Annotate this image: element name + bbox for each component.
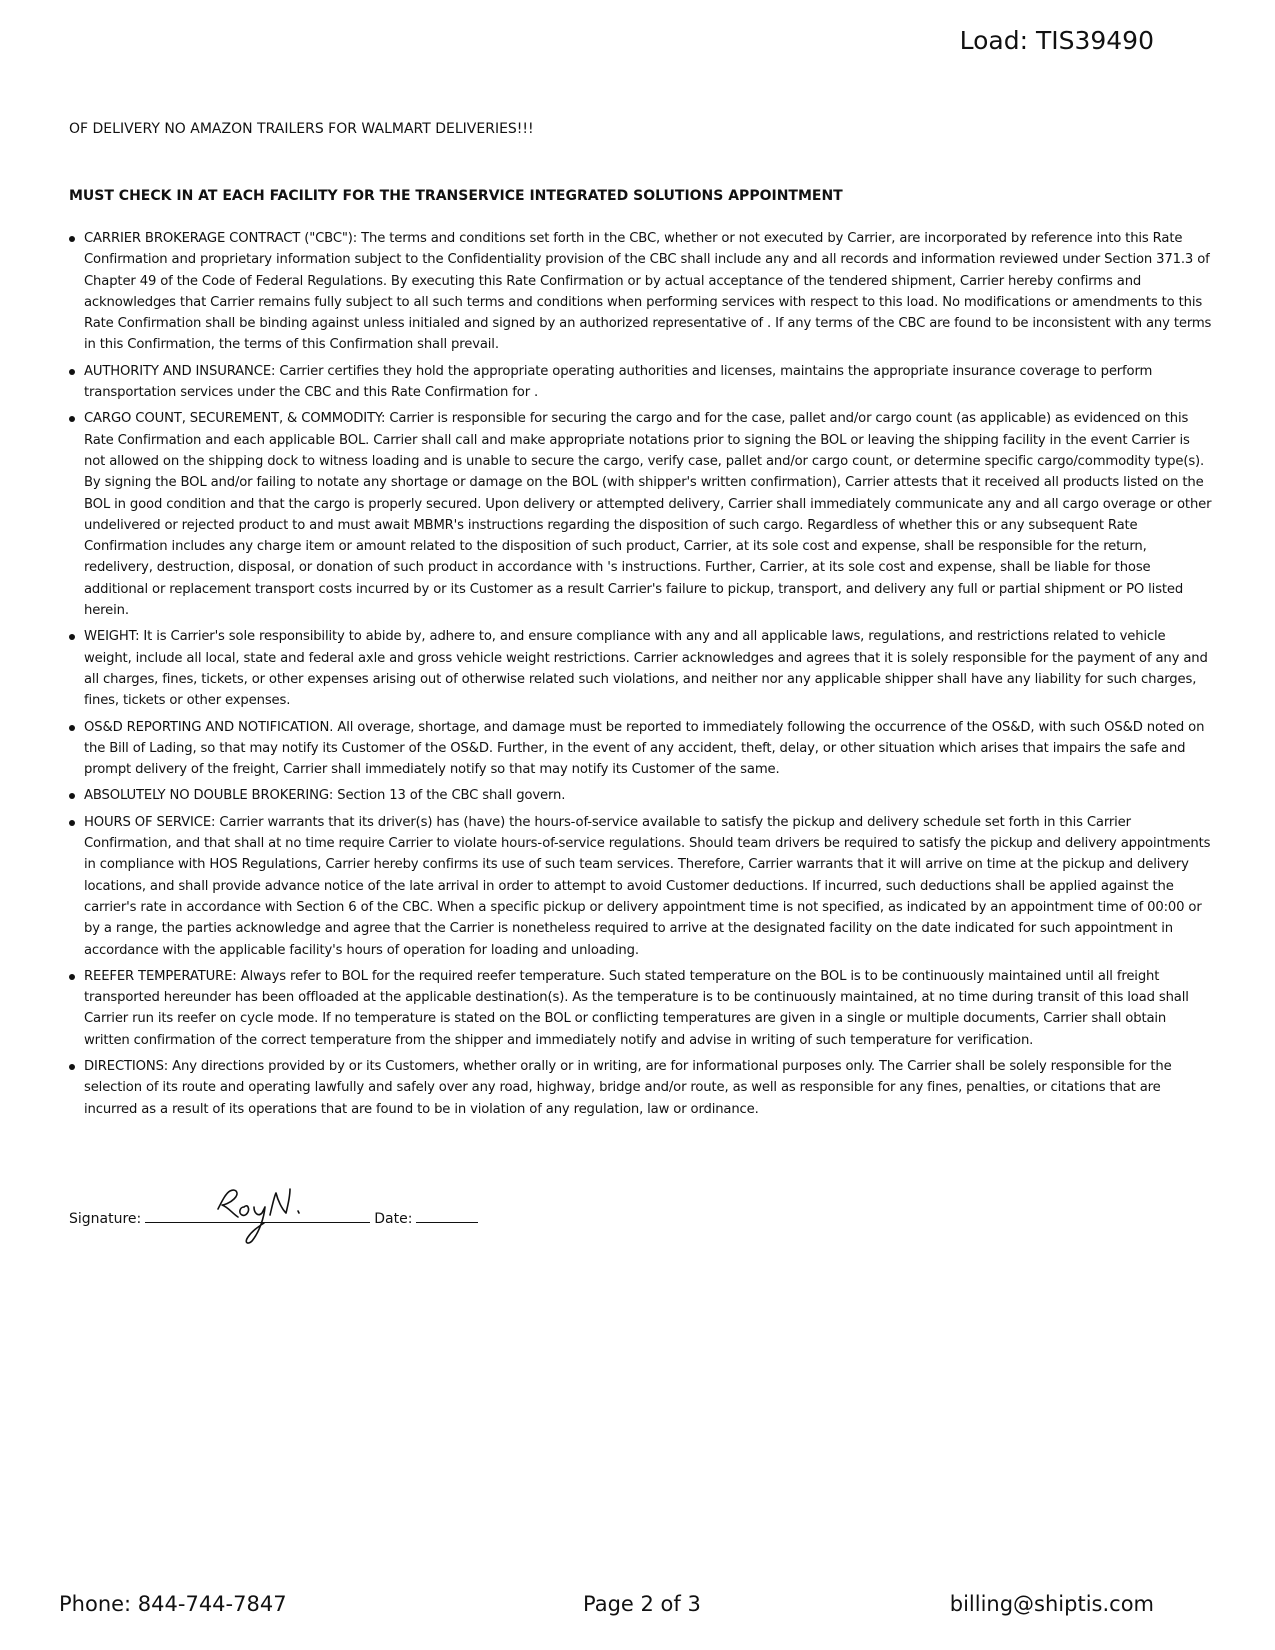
footer-phone: Phone: 844-744-7847 [59,1592,287,1616]
handwritten-signature [210,1183,310,1255]
checkin-instruction: MUST CHECK IN AT EACH FACILITY FOR THE TRANSERVICE INTEGRATED SOLUTIONS APPOINTMENT [69,188,843,204]
signature-label: Signature: [69,1211,142,1227]
term-carrier-brokerage-contract: CARRIER BROKERAGE CONTRACT ("CBC"): The terms and conditions set forth in the CBC, whether or not executed by Carrier, are incorporated by reference into this Rate Confirmation and proprietary information subject to the Confidentiality provision of the CBC shall include any and all records and information reviewed under Section 371.3 of Chapter 49 of the Code of Federal Regulations. By executing this Rate Confirmation or by actual acceptance of the tendered shipment, Carrier hereby confirms and acknowledges that Carrier remains fully subject to all such terms and conditions when performing services with respect to this load. No modifications or amendments to this Rate Confirmation shall be binding against unless initialed and signed by an authorized representative of . If any terms of the CBC are found to be inconsistent with any terms in this Confirmation, the terms of this Confirmation shall prevail. [84,228,1214,356]
terms-list [84,228,1214,1125]
footer-email: billing@shiptis.com [949,1592,1154,1616]
term-double-brokering: ABSOLUTELY NO DOUBLE BROKERING: Section 13 of the CBC shall govern. [84,785,1214,806]
term-cargo-count: CARGO COUNT, SECUREMENT, & COMMODITY: Carrier is responsible for securing the cargo and for the case, pallet and/or cargo count (as applicable) as evidenced on this Rate Confirmation and each applicable BOL. Carrier shall call and make appropriate notations prior to signing the BOL or leaving the shipping facility in the event Carrier is not allowed on the shipping dock to witness loading and is unable to secure the cargo, verify case, pallet and/or cargo count, or determine specific cargo/commodity type(s). By signing the BOL and/or failing to notate any shortage or damage on the BOL (with shipper's written confirmation), Carrier attests that it received all products listed on the BOL in good condition and that the cargo is properly secured. Upon delivery or attempted delivery, Carrier shall immediately communicate any and all cargo overage or other undelivered or rejected product to and must await MBMR's instructions regarding the disposition of such cargo. Regardless of whether this or any subsequent Rate Confirmation includes any charge item or amount related to the disposition of such product, Carrier, at its sole cost and expense, shall be responsible for the return, redelivery, destruction, disposal, or donation of such product in accordance with 's instructions. Further, Carrier, at its sole cost and expense, shall be liable for those additional or replacement transport costs incurred by or its Customer as a result Carrier's failure to pickup, transport, and delivery any full or partial shipment or PO listed herein. [84,408,1214,621]
term-directions: DIRECTIONS: Any directions provided by or its Customers, whether orally or in writing, are for informational purposes only. The Carrier shall be solely responsible for the selection of its route and operating lawfully and safely over any road, highway, bridge and/or route, as well as responsible for any fines, penalties, or citations that are incurred as a result of its operations that are found to be in violation of any regulation, law or ordinance. [84,1056,1214,1120]
term-reefer-temperature: REEFER TEMPERATURE: Always refer to BOL for the required reefer temperature. Such stated temperature on the BOL is to be continuously maintained until all freight transported hereunder has been offloaded at the applicable destination(s). As the temperature is to be continuously maintained, at no time during transit of this load shall Carrier run its reefer on cycle mode. If no temperature is stated on the BOL or conflicting temperatures are given in a single or multiple documents, Carrier shall obtain written confirmation of the correct temperature from the shipper and immediately notify and advise in writing of such temperature for verification. [84,966,1214,1051]
date-label: Date: [374,1211,413,1227]
footer-page-number: Page 2 of 3 [583,1592,701,1616]
delivery-notice: OF DELIVERY NO AMAZON TRAILERS FOR WALMART DELIVERIES!!! [69,121,534,137]
date-line[interactable] [416,1208,478,1223]
term-authority-insurance: AUTHORITY AND INSURANCE: Carrier certifies they hold the appropriate operating authorities and licenses, maintains the appropriate insurance coverage to perform transportation services under the CBC and this Rate Confirmation for . [84,361,1214,404]
term-hours-of-service: HOURS OF SERVICE: Carrier warrants that its driver(s) has (have) the hours-of-service available to satisfy the pickup and delivery schedule set forth in this Carrier Confirmation, and that shall at no time require Carrier to violate hours-of-service regulations. Should team drivers be required to satisfy the pickup and delivery appointments in compliance with HOS Regulations, Carrier hereby confirms its use of such team services. Therefore, Carrier warrants that it will arrive on time at the pickup and delivery locations, and shall provide advance notice of the late arrival in order to attempt to avoid Customer deductions. If incurred, such deductions shall be applied against the carrier's rate in accordance with Section 6 of the CBC. When a specific pickup or delivery appointment time is not specified, as indicated by an appointment time of 00:00 or by a range, the parties acknowledge and agree that the Carrier is nonetheless required to arrive at the designated facility on the date indicated for such appointment in accordance with the applicable facility's hours of operation for loading and unloading. [84,812,1214,961]
term-osd-reporting: OS&D REPORTING AND NOTIFICATION. All overage, shortage, and damage must be reported to immediately following the occurrence of the OS&D, with such OS&D noted on the Bill of Lading, so that may notify its Customer of the OS&D. Further, in the event of any accident, theft, delay, or other situation which arises that impairs the safe and prompt delivery of the freight, Carrier shall immediately notify so that may notify its Customer of the same. [84,717,1214,781]
term-weight: WEIGHT: It is Carrier's sole responsibility to abide by, adhere to, and ensure compliance with any and all applicable laws, regulations, and restrictions related to vehicle weight, include all local, state and federal axle and gross vehicle weight restrictions. Carrier acknowledges and agrees that it is solely responsible for the payment of any and all charges, fines, tickets, or other expenses arising out of otherwise related such violations, and neither nor any applicable shipper shall have any liability for such charges, fines, tickets or other expenses. [84,626,1214,711]
load-number: Load: TIS39490 [959,26,1154,55]
